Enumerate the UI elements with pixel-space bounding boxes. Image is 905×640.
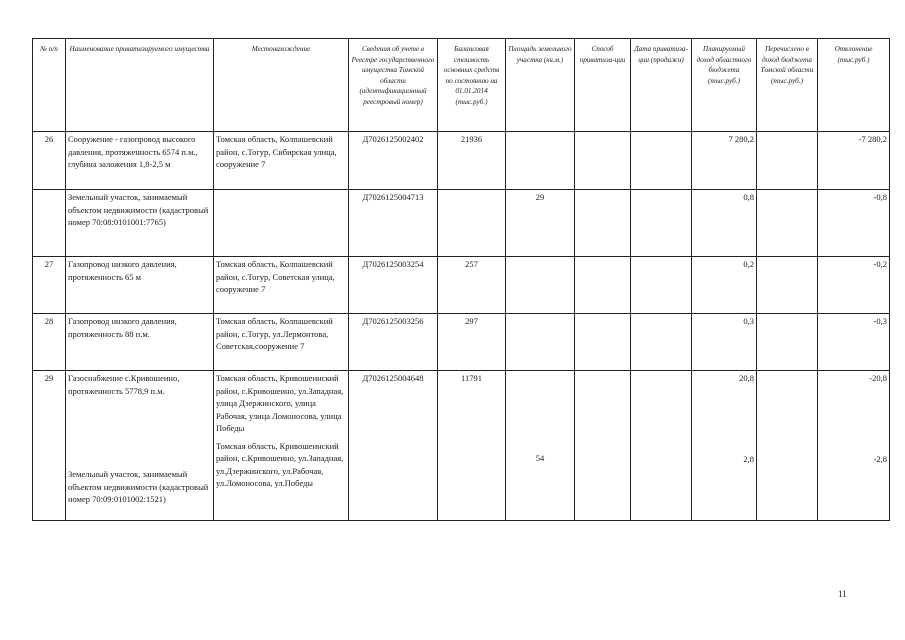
gas-supply-location: Томская область, Кривошеинский район, с.Кривошеино, ул.Западная, улица Дзержинского, улица Рабочая, улица Ломоносова, улица Победы (216, 373, 344, 433)
cell-planned: 7 280,2 (692, 132, 757, 190)
cell-registry: Д7026125003256 (349, 314, 438, 371)
gas-supply-name: Газоснабжение с.Кривошеино, протяженность 5778,9 п.м. (68, 373, 180, 396)
cell-deviation: -0,2 (818, 257, 890, 314)
cell-deviation: -0,8 (818, 190, 890, 257)
cell-area (506, 132, 575, 190)
cell-transferred (757, 257, 818, 314)
gas-supply-deviation: -20,8 (869, 373, 887, 383)
page-number: 11 (838, 589, 847, 599)
gas-supply-planned: 20,8 (739, 373, 754, 383)
header-name: Наименование приватизируемого имущества (66, 39, 214, 132)
cell-transferred (757, 314, 818, 371)
land-plot-area: 54 (535, 453, 545, 463)
table-row (33, 314, 890, 371)
cell-method (575, 190, 631, 257)
cell-date (631, 132, 692, 190)
header-deviation: Отклонение (тыс.руб.) (818, 39, 890, 132)
table-row (33, 132, 890, 190)
cell-name: Земельный участок, занимаемый объектом недвижимости (кадастровый номер 70:08:0101001:7765) (66, 190, 214, 257)
cell-balance: 297 (438, 314, 506, 371)
cell-num: 28 (33, 314, 66, 371)
cell-num: 27 (33, 257, 66, 314)
cell-num: 26 (33, 132, 66, 190)
table-row (33, 257, 890, 314)
cell-method (575, 371, 631, 521)
header-date: Дата приватиза-ции (продажи) (631, 39, 692, 132)
cell-registry: Д7026125002402 (349, 132, 438, 190)
land-plot-deviation: -2,8 (873, 453, 887, 464)
cell-balance: 21936 (438, 132, 506, 190)
cell-area (506, 314, 575, 371)
cell-location (214, 371, 349, 521)
cell-balance: 11791 (438, 371, 506, 521)
cell-date (631, 190, 692, 257)
cell-registry: Д7026125003254 (349, 257, 438, 314)
cell-transferred (757, 132, 818, 190)
header-planned: Планируемый доход областного бюджета (тыс.руб.) (692, 39, 757, 132)
cell-name (66, 371, 214, 521)
cell-balance (438, 190, 506, 257)
header-num: № п/п (33, 39, 66, 132)
cell-registry: Д7026125004648 (349, 371, 438, 521)
cell-planned: 0,8 (692, 190, 757, 257)
cell-location: Томская область, Колпашевский район, с.Тогур, Советская улица, сооружение 7 (214, 257, 349, 314)
cell-area: 29 (506, 190, 575, 257)
land-plot-planned: 2,8 (743, 453, 754, 464)
cell-date (631, 314, 692, 371)
cell-planned (692, 371, 757, 521)
table-header-row (33, 39, 890, 132)
cell-method (575, 257, 631, 314)
cell-area (506, 257, 575, 314)
cell-num (33, 190, 66, 257)
cell-planned: 0,2 (692, 257, 757, 314)
table-row (33, 371, 890, 521)
cell-name: Газопровод низкого давления, протяженность 65 м (66, 257, 214, 314)
header-balance: Балансовая стоимость основных средств по состоянию на 01.01.2014 (тыс.руб.) (438, 39, 506, 132)
cell-date (631, 371, 692, 521)
header-registry: Сведения об учете в Реестре государственного имущества Томской области (идентификационный реестровый номер) (349, 39, 438, 132)
cell-registry: Д7026125004713 (349, 190, 438, 257)
header-area: Площадь земельного участка (кв.м.) (506, 39, 575, 132)
cell-transferred (757, 190, 818, 257)
cell-deviation: -7 280,2 (818, 132, 890, 190)
cell-location: Томская область, Колпашевский район, с.Тогур, ул.Лермонтова, Советская,сооружение 7 (214, 314, 349, 371)
cell-location: Томская область, Колпашевский район, с.Тогур, Сибирская улица, сооружение 7 (214, 132, 349, 190)
cell-location (214, 190, 349, 257)
cell-name: Сооружение - газопровод высокого давления, протяженность 6574 п.м., глубина заложения 1,8-2,5 м (66, 132, 214, 190)
cell-name: Газопровод низкого давления, протяженность 88 п.м. (66, 314, 214, 371)
privatization-table (32, 38, 890, 521)
cell-transferred (757, 371, 818, 521)
cell-balance: 257 (438, 257, 506, 314)
header-method: Способ приватиза-ции (575, 39, 631, 132)
cell-planned: 0,3 (692, 314, 757, 371)
cell-deviation: -0,3 (818, 314, 890, 371)
cell-method (575, 314, 631, 371)
land-plot-location: Томская область, Кривошеинский район, с.Кривошеино, ул.Западная, ул.Дзержинского, ул.Рабочая, ул.Ломоносова, ул.Победы (216, 440, 344, 488)
cell-deviation (818, 371, 890, 521)
cell-num: 29 (33, 371, 66, 521)
cell-area (506, 371, 575, 521)
table-row (33, 190, 890, 257)
header-location: Местонахождение (214, 39, 349, 132)
cell-method (575, 132, 631, 190)
header-transferred: Перечислено в доход бюджета Томской области (тыс.руб.) (757, 39, 818, 132)
land-plot-name: Земельный участок, занимаемый объектом недвижимости (кадастровый номер 70:09:0101002:1521) (68, 469, 209, 504)
cell-date (631, 257, 692, 314)
